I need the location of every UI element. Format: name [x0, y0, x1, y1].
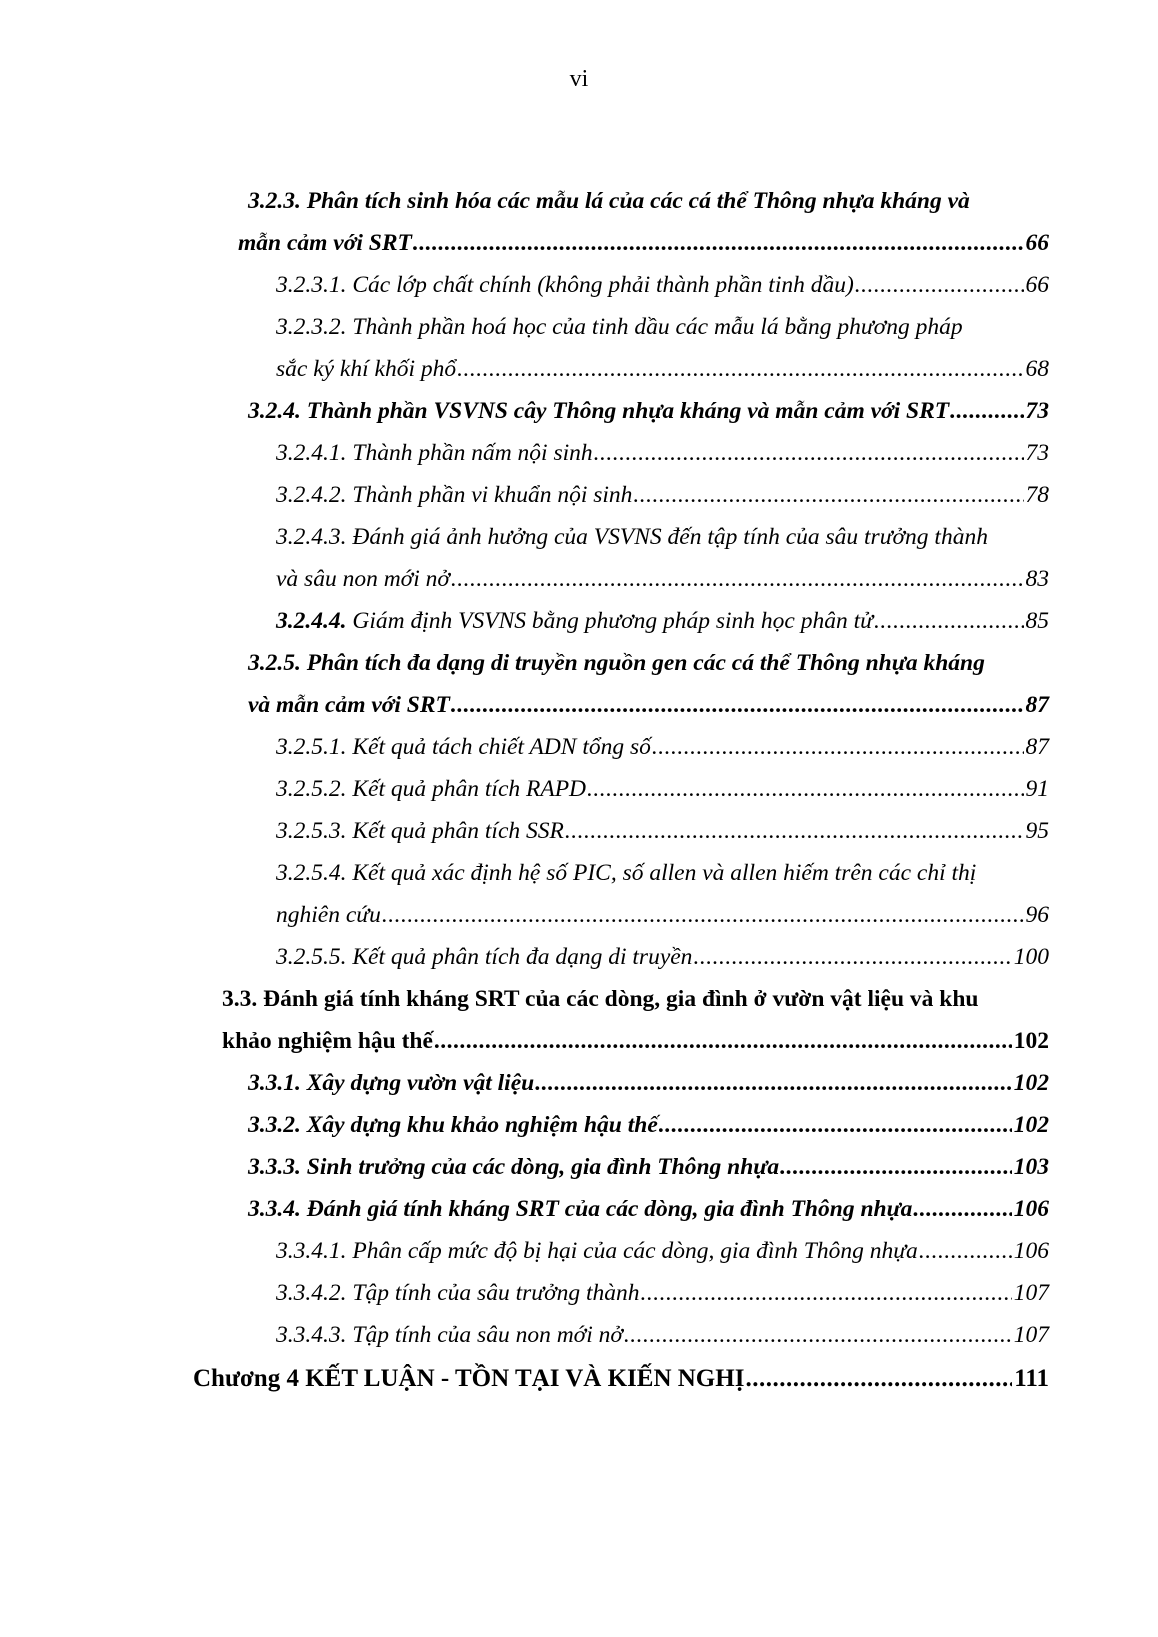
toc-page-number: 83 [1025, 566, 1049, 592]
toc-entry[interactable] [276, 256, 1049, 300]
dot-leader [659, 1110, 1012, 1140]
dot-leader [780, 1152, 1012, 1182]
toc-entry[interactable] [276, 1222, 1049, 1266]
toc-entry-title: 3.3.2. Xây dựng khu khảo nghiệm hậu thế [248, 1112, 658, 1138]
toc-page-number: 103 [1013, 1154, 1049, 1180]
page-number: vi [569, 66, 589, 92]
toc-entry-title: sắc ký khí khối phổ [276, 356, 457, 382]
toc-entry[interactable] [276, 466, 1049, 510]
toc-page-number: 107 [1013, 1322, 1049, 1348]
toc-entry[interactable] [276, 298, 1049, 342]
toc-entry[interactable] [276, 1264, 1049, 1308]
toc-entry[interactable] [248, 1054, 1049, 1098]
toc-entry[interactable] [248, 382, 1049, 426]
toc-page-number: 107 [1013, 1280, 1049, 1306]
toc-page-number: 106 [1013, 1238, 1049, 1264]
toc-entry-title: 3.2.4.3. Đánh giá ảnh hưởng của VSVNS đến tập tính của sâu trưởng thành [276, 524, 988, 550]
toc-page-number: 102 [1013, 1070, 1049, 1096]
toc-entry-title: nghiên cứu [276, 902, 381, 928]
dot-leader [565, 816, 1024, 846]
dot-leader [652, 732, 1024, 762]
toc-entry-title: 3.3.3. Sinh trưởng của các dòng, gia đình Thông nhựa [248, 1154, 780, 1180]
toc-entry[interactable] [248, 1180, 1049, 1224]
toc-entry[interactable] [222, 970, 1049, 1014]
toc-entry[interactable] [276, 550, 1049, 594]
toc-entry[interactable] [248, 1096, 1049, 1140]
toc-entry-title: 3.3.4.2. Tập tính của sâu trưởng thành [276, 1280, 640, 1306]
toc-entry[interactable] [248, 634, 1049, 678]
dot-leader [855, 270, 1024, 300]
toc-page-number: 87 [1025, 734, 1049, 760]
toc-page-number: 95 [1025, 818, 1049, 844]
toc-entry-title: mẫn cảm với SRT [238, 230, 412, 256]
toc-entry-title: khảo nghiệm hậu thế [222, 1028, 433, 1054]
dot-leader [594, 438, 1024, 468]
toc-entry-title: 3.2.5.1. Kết quả tách chiết ADN tổng số [276, 734, 651, 760]
toc-entry-title: 3.2.4.2. Thành phần vi khuẩn nội sinh [276, 482, 633, 508]
toc-entry-title: 3.2.5.2. Kết quả phân tích RAPD [276, 776, 587, 802]
toc-entry[interactable] [222, 1012, 1049, 1056]
toc-entry[interactable] [276, 928, 1049, 972]
toc-entry-title-rest: Giám định VSVNS bằng phương pháp sinh học phân tử [346, 608, 873, 634]
toc-entry-title [276, 606, 873, 636]
dot-leader [874, 606, 1024, 636]
toc-entry[interactable] [276, 424, 1049, 468]
toc-entry-title: 3.3. Đánh giá tính kháng SRT của các dòng, gia đình ở vườn vật liệu và khu [222, 986, 979, 1012]
toc-page-number: 102 [1013, 1028, 1049, 1054]
toc-entry[interactable] [276, 340, 1049, 384]
toc-page-number: 66 [1025, 272, 1049, 298]
dot-leader [451, 564, 1024, 594]
toc-entry[interactable] [248, 172, 1049, 216]
toc-page-number: 106 [1013, 1196, 1049, 1222]
toc-entry-title: 3.2.5.3. Kết quả phân tích SSR [276, 818, 564, 844]
toc-entry-title: và sâu non mới nở [276, 566, 450, 592]
toc-entry[interactable] [276, 508, 1049, 552]
toc-entry[interactable] [276, 886, 1049, 930]
dot-leader [745, 1364, 1012, 1394]
dot-leader [624, 1320, 1012, 1350]
dot-leader [633, 480, 1023, 510]
dot-leader [919, 1236, 1012, 1266]
dot-leader [413, 228, 1024, 258]
toc-entry[interactable] [276, 718, 1049, 762]
dot-leader [434, 1026, 1012, 1056]
toc-page-number: 100 [1013, 944, 1049, 970]
toc-entry[interactable] [276, 844, 1049, 888]
dot-leader [535, 1068, 1012, 1098]
toc-entry-title: Chương 4 KẾT LUẬN - TỒN TẠI VÀ KIẾN NGHỊ [193, 1365, 745, 1392]
toc-entry[interactable] [248, 676, 1049, 720]
toc-page-number: 66 [1025, 230, 1049, 256]
toc-page-number: 73 [1025, 398, 1049, 424]
toc-entry-title: 3.3.1. Xây dựng vườn vật liệu [248, 1070, 535, 1096]
toc-page-number: 111 [1014, 1365, 1049, 1392]
toc-entry-title: và mẫn cảm với SRT [248, 692, 450, 718]
toc-entry[interactable] [248, 1138, 1049, 1182]
dot-leader [693, 942, 1011, 972]
dot-leader [382, 900, 1024, 930]
toc-page-number: 68 [1025, 356, 1049, 382]
dot-leader [641, 1278, 1012, 1308]
toc-entry-title: 3.2.5.5. Kết quả phân tích đa dạng di truyền [276, 944, 693, 970]
dot-leader [950, 396, 1023, 426]
toc-entry[interactable] [276, 760, 1049, 804]
toc-entry-title: 3.2.5. Phân tích đa dạng di truyền nguồn gen các cá thể Thông nhựa kháng [248, 650, 985, 676]
toc-entry-title: 3.2.4. Thành phần VSVNS cây Thông nhựa kháng và mẫn cảm với SRT [248, 398, 950, 424]
toc-entry-title: 3.3.4.3. Tập tính của sâu non mới nở [276, 1322, 623, 1348]
dot-leader [451, 690, 1024, 720]
toc-entry[interactable] [276, 1306, 1049, 1350]
toc-entry[interactable] [276, 592, 1049, 636]
toc-entry-title: 3.2.3.2. Thành phần hoá học của tinh dầu các mẫu lá bằng phương pháp [276, 314, 963, 340]
toc-page-number: 73 [1025, 440, 1049, 466]
toc-entry-title: 3.2.3. Phân tích sinh hóa các mẫu lá của các cá thể Thông nhựa kháng và [248, 188, 970, 214]
toc-entry-chapter[interactable] [193, 1350, 1049, 1394]
toc-entry-title: 3.2.3.1. Các lớp chất chính (không phải thành phần tinh dầu) [276, 272, 854, 298]
dot-leader [457, 354, 1023, 384]
toc-entry-title: 3.3.4.1. Phân cấp mức độ bị hại của các dòng, gia đình Thông nhựa [276, 1238, 918, 1264]
toc-entry-title: 3.3.4. Đánh giá tính kháng SRT của các dòng, gia đình Thông nhựa [248, 1196, 913, 1222]
dot-leader [913, 1194, 1011, 1224]
toc-page-number: 102 [1013, 1112, 1049, 1138]
toc-page-number: 87 [1025, 692, 1049, 718]
toc-entry[interactable] [238, 214, 1049, 258]
toc-page-number: 78 [1025, 482, 1049, 508]
toc-page-number: 96 [1025, 902, 1049, 928]
dot-leader [587, 774, 1023, 804]
toc-entry-number: 3.2.4.4. [276, 608, 347, 634]
toc-page-number: 91 [1025, 776, 1049, 802]
toc-entry-title: 3.2.4.1. Thành phần nấm nội sinh [276, 440, 593, 466]
toc-page-number: 85 [1025, 608, 1049, 634]
toc-entry-title: 3.2.5.4. Kết quả xác định hệ số PIC, số allen và allen hiếm trên các chỉ thị [276, 860, 977, 886]
toc-entry[interactable] [276, 802, 1049, 846]
